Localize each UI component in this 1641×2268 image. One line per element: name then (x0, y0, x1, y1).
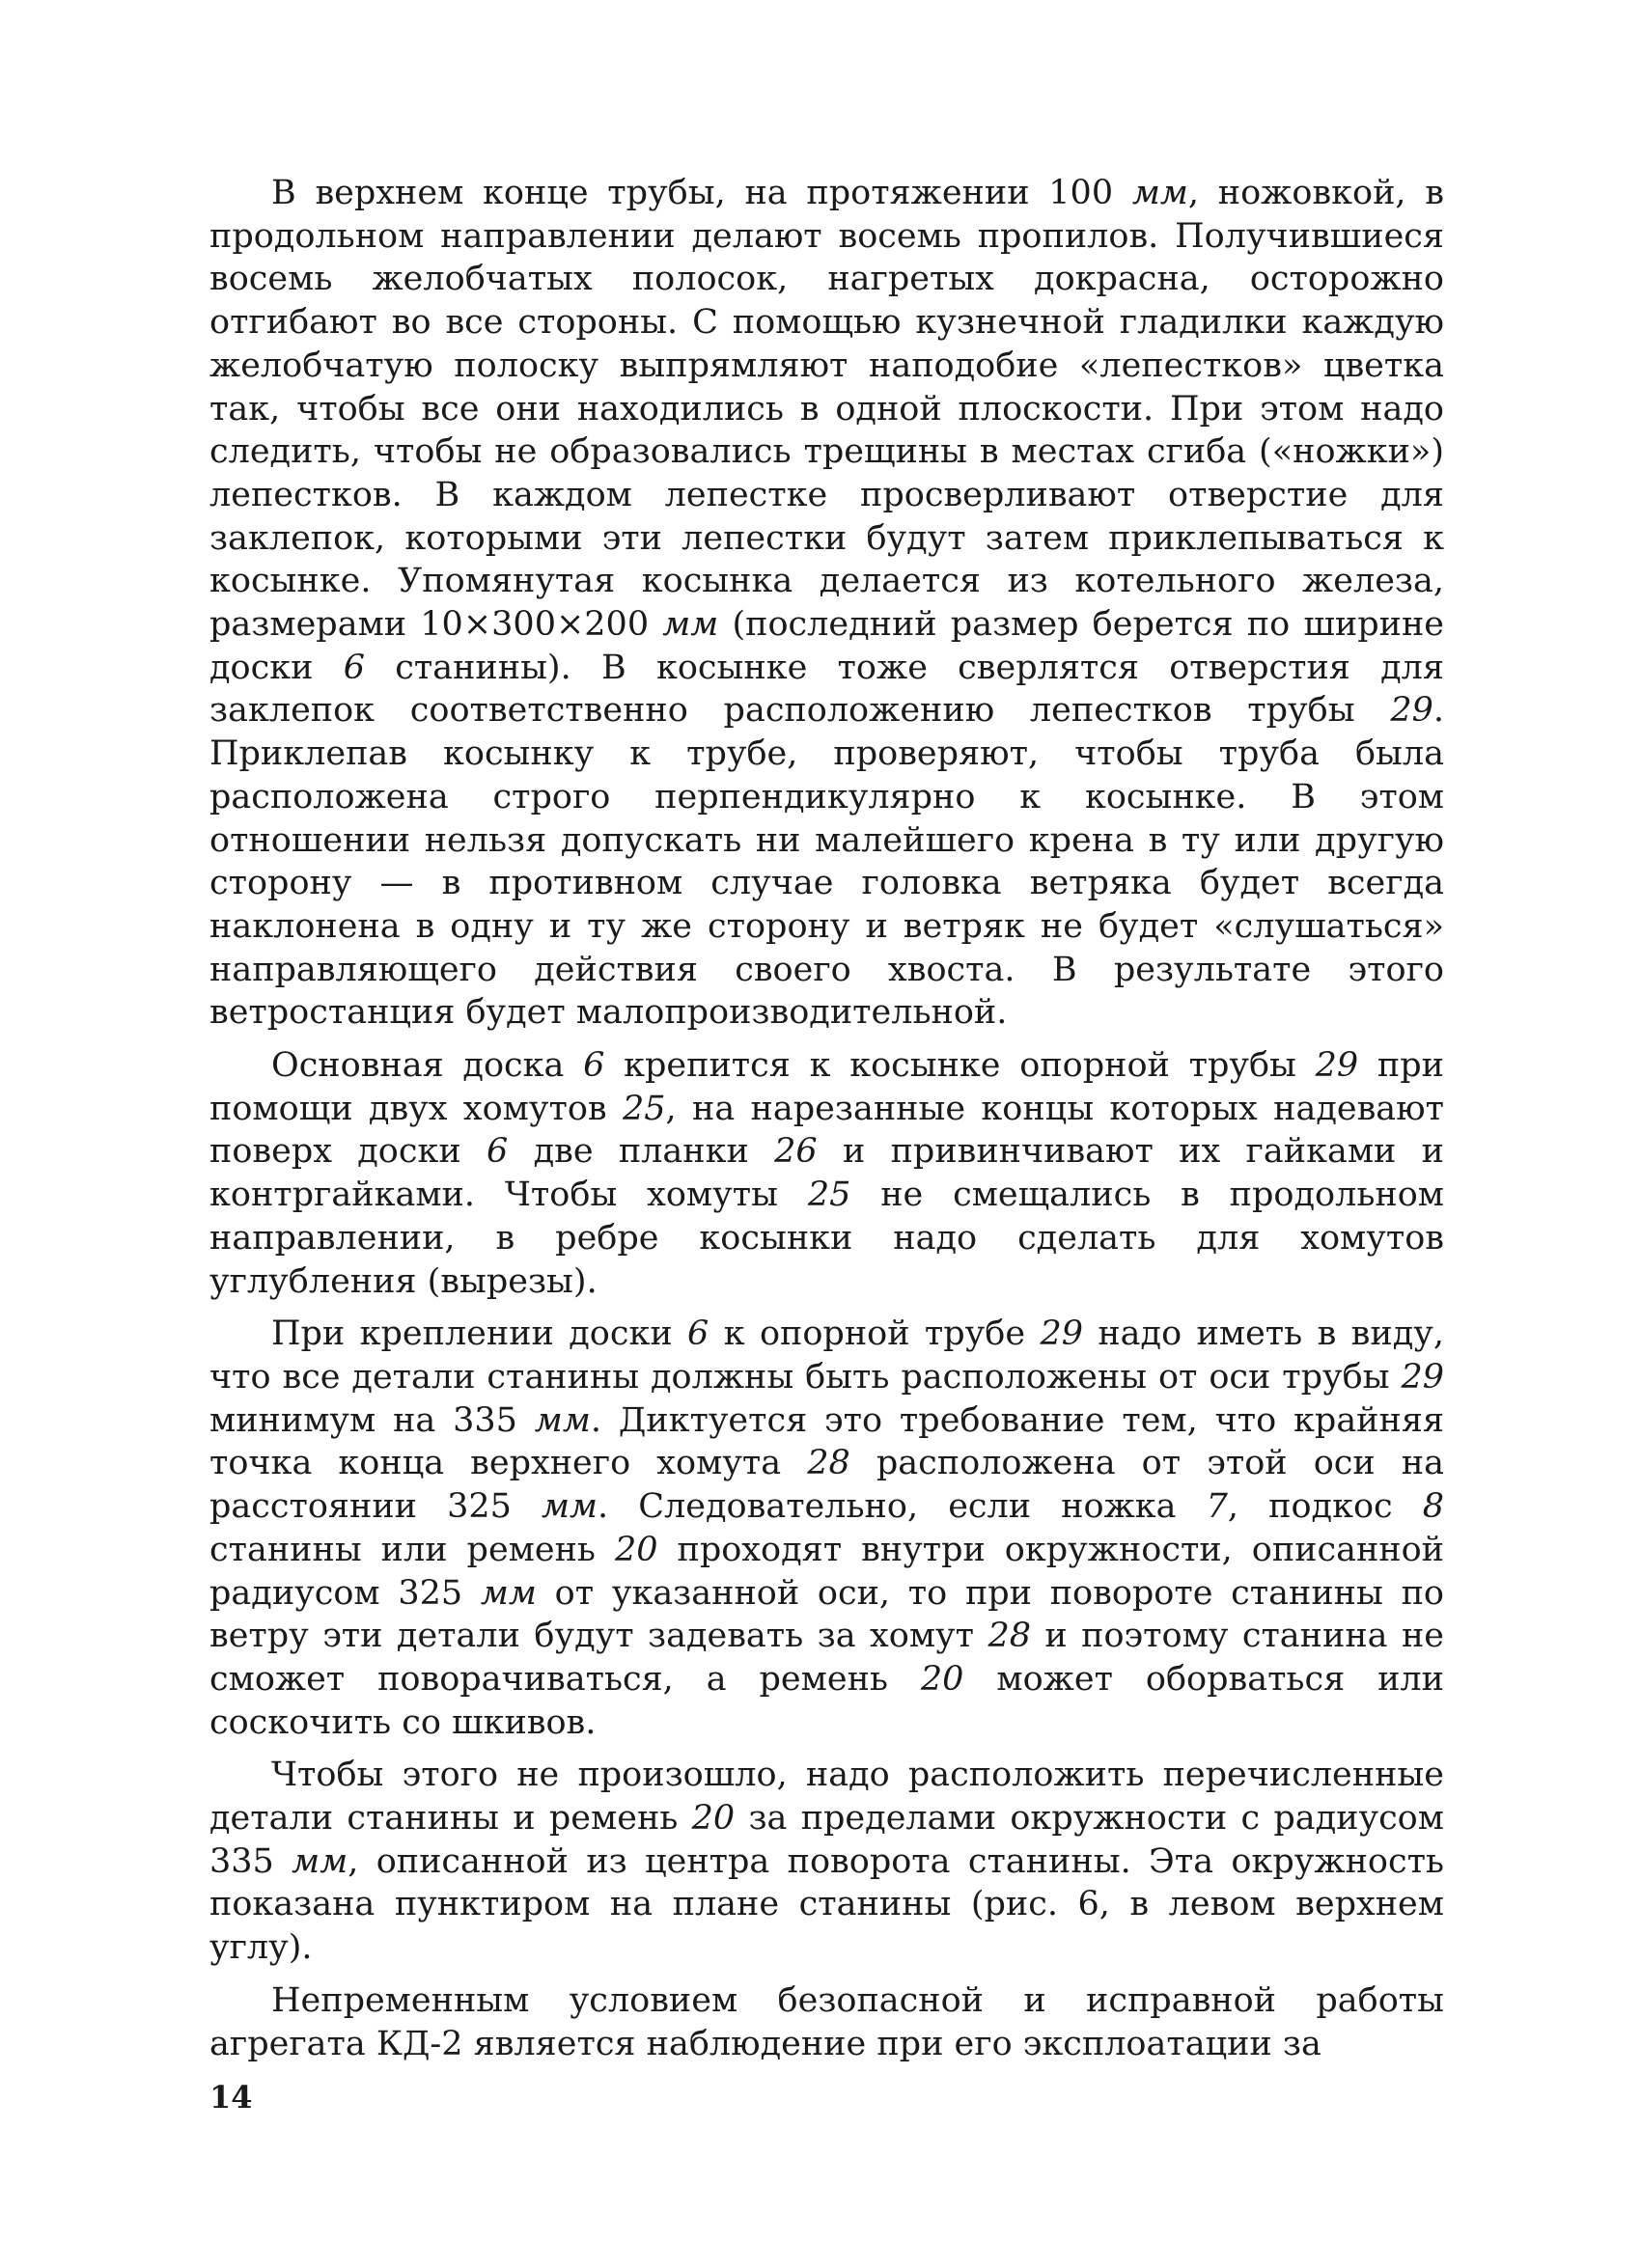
text-run: Непременным условием безопасной и исправной работы агрегата КД-2 является наблюдение при его эксплоатации за (209, 1980, 1444, 2063)
italic-run: 6 (343, 648, 365, 687)
text-run: , на нарезанные концы которых надевают поверх доски (209, 1089, 1444, 1172)
italic-run: мм (292, 1841, 348, 1881)
text-run: . Диктуется это требование тем, что крайняя точка конца верхнего хомута (209, 1400, 1444, 1483)
text-run: Основная доска (271, 1046, 584, 1086)
page-number: 14 (209, 2079, 253, 2116)
italic-run: 28 (987, 1617, 1031, 1656)
italic-run: мм (534, 1400, 591, 1440)
italic-run: 20 (920, 1659, 964, 1699)
italic-run: 6 (583, 1046, 605, 1086)
text-run: может оборваться или соскочить со шкивов. (209, 1659, 1444, 1742)
text-run: проходят внутри окружности, описанной радиусом 325 (209, 1530, 1445, 1613)
text-run: При креплении доски (271, 1314, 688, 1354)
paragraph (209, 1044, 1444, 1303)
text-run: при помощи двух хомутов (209, 1046, 1444, 1128)
italic-run: 25 (622, 1089, 666, 1128)
text-run: станины). В косынке тоже сверлятся отверстия для заклепок соответственно расположению лепестков трубы (209, 648, 1444, 731)
italic-run: 20 (691, 1799, 736, 1839)
italic-run: 29 (1315, 1046, 1359, 1086)
text-run: расположена от этой оси на расстоянии 325 (209, 1444, 1444, 1527)
text-run: крепится к косынке опорной трубы (604, 1046, 1316, 1086)
text-run: . Следовательно, если ножка (598, 1487, 1207, 1527)
text-run: к опорной трубе (709, 1314, 1041, 1354)
italic-run: 25 (807, 1175, 851, 1215)
text-run: надо иметь в виду, что все детали станины должны быть расположены от оси трубы (209, 1314, 1444, 1397)
italic-run: мм (1131, 174, 1188, 212)
italic-run: 28 (807, 1444, 850, 1483)
italic-run: 20 (614, 1530, 658, 1569)
text-run: В верхнем конце трубы, на протяжении 100 (271, 174, 1132, 212)
text-run: от указанной оси, то при повороте станины по ветру эти детали будут задевать за хомут (209, 1573, 1444, 1656)
italic-run: 29 (1401, 1357, 1444, 1397)
paragraph (209, 1754, 1444, 1970)
body-text (209, 172, 1444, 2065)
text-run: не смещались в продольном направлении, в ребре косынки надо сделать для хомутов углубления (вырезы). (209, 1175, 1445, 1301)
text-run: две планки (508, 1132, 775, 1172)
italic-run: 29 (1390, 691, 1433, 731)
italic-run: 7 (1206, 1487, 1228, 1527)
italic-run: мм (480, 1573, 537, 1613)
italic-run: 29 (1040, 1314, 1083, 1354)
text-run: и привинчивают их гайками и контргайками. Чтобы хомуты (209, 1132, 1444, 1215)
paragraph (209, 1313, 1444, 1744)
text-run: минимум на 335 (209, 1400, 535, 1440)
text-run: Чтобы этого не произошло, надо расположить перечисленные детали станины и ремень (209, 1756, 1444, 1839)
italic-run: 26 (774, 1132, 818, 1172)
text-run: (последний размер берется по ширине доски (209, 605, 1444, 687)
text-run: , ножовкой, в продольном направлении делают восемь пропилов. Получившиеся восемь желобчатых полосок, нагретых докрасна, осторожно отгибают во все стороны. С помощью кузнечной гладилки каждую желобчатую полоску выпрямляют наподобие «лепестков» цветка так, чтобы все они находились в одной плоскости. При этом надо следить, чтобы не образовались трещины в местах сгиба («ножки») лепестков. В каждом лепестке просверливают отверстие для заклепок, которыми эти лепестки будут затем приклепываться к косынке. Упомянутая косынка делается из котельного железа, размерами 10×300×200 (209, 174, 1444, 645)
italic-run: 6 (687, 1314, 709, 1354)
text-run: за пределами окружности с радиусом 335 (209, 1799, 1444, 1881)
text-run: и поэтому станина не сможет поворачиваться, а ремень (209, 1617, 1444, 1699)
text-run: , описанной из центра поворота станины. Эта окружность показана пунктиром на плане станины (рис. 6, в левом верхнем углу). (209, 1841, 1444, 1968)
paragraph (209, 172, 1444, 1035)
text-run: станины или ремень (209, 1530, 615, 1569)
text-run: , подкос (1227, 1487, 1423, 1527)
italic-run: 6 (487, 1132, 509, 1172)
paragraph (209, 1979, 1444, 2065)
italic-run: мм (662, 605, 719, 645)
italic-run: 8 (1422, 1487, 1445, 1527)
text-run: . Приклепав косынку к трубе, проверяют, чтобы труба была расположена строго перпендикулярно к косынке. В этом отношении нельзя допускать ни малейшего крена в ту или другую сторону — в противном случае головка ветряка будет всегда наклонена в одну и ту же сторону и ветряк не будет «слушаться» направляющего действия своего хвоста. В результате этого ветростанция будет малопроизводительной. (209, 691, 1444, 1033)
italic-run: мм (542, 1487, 598, 1527)
